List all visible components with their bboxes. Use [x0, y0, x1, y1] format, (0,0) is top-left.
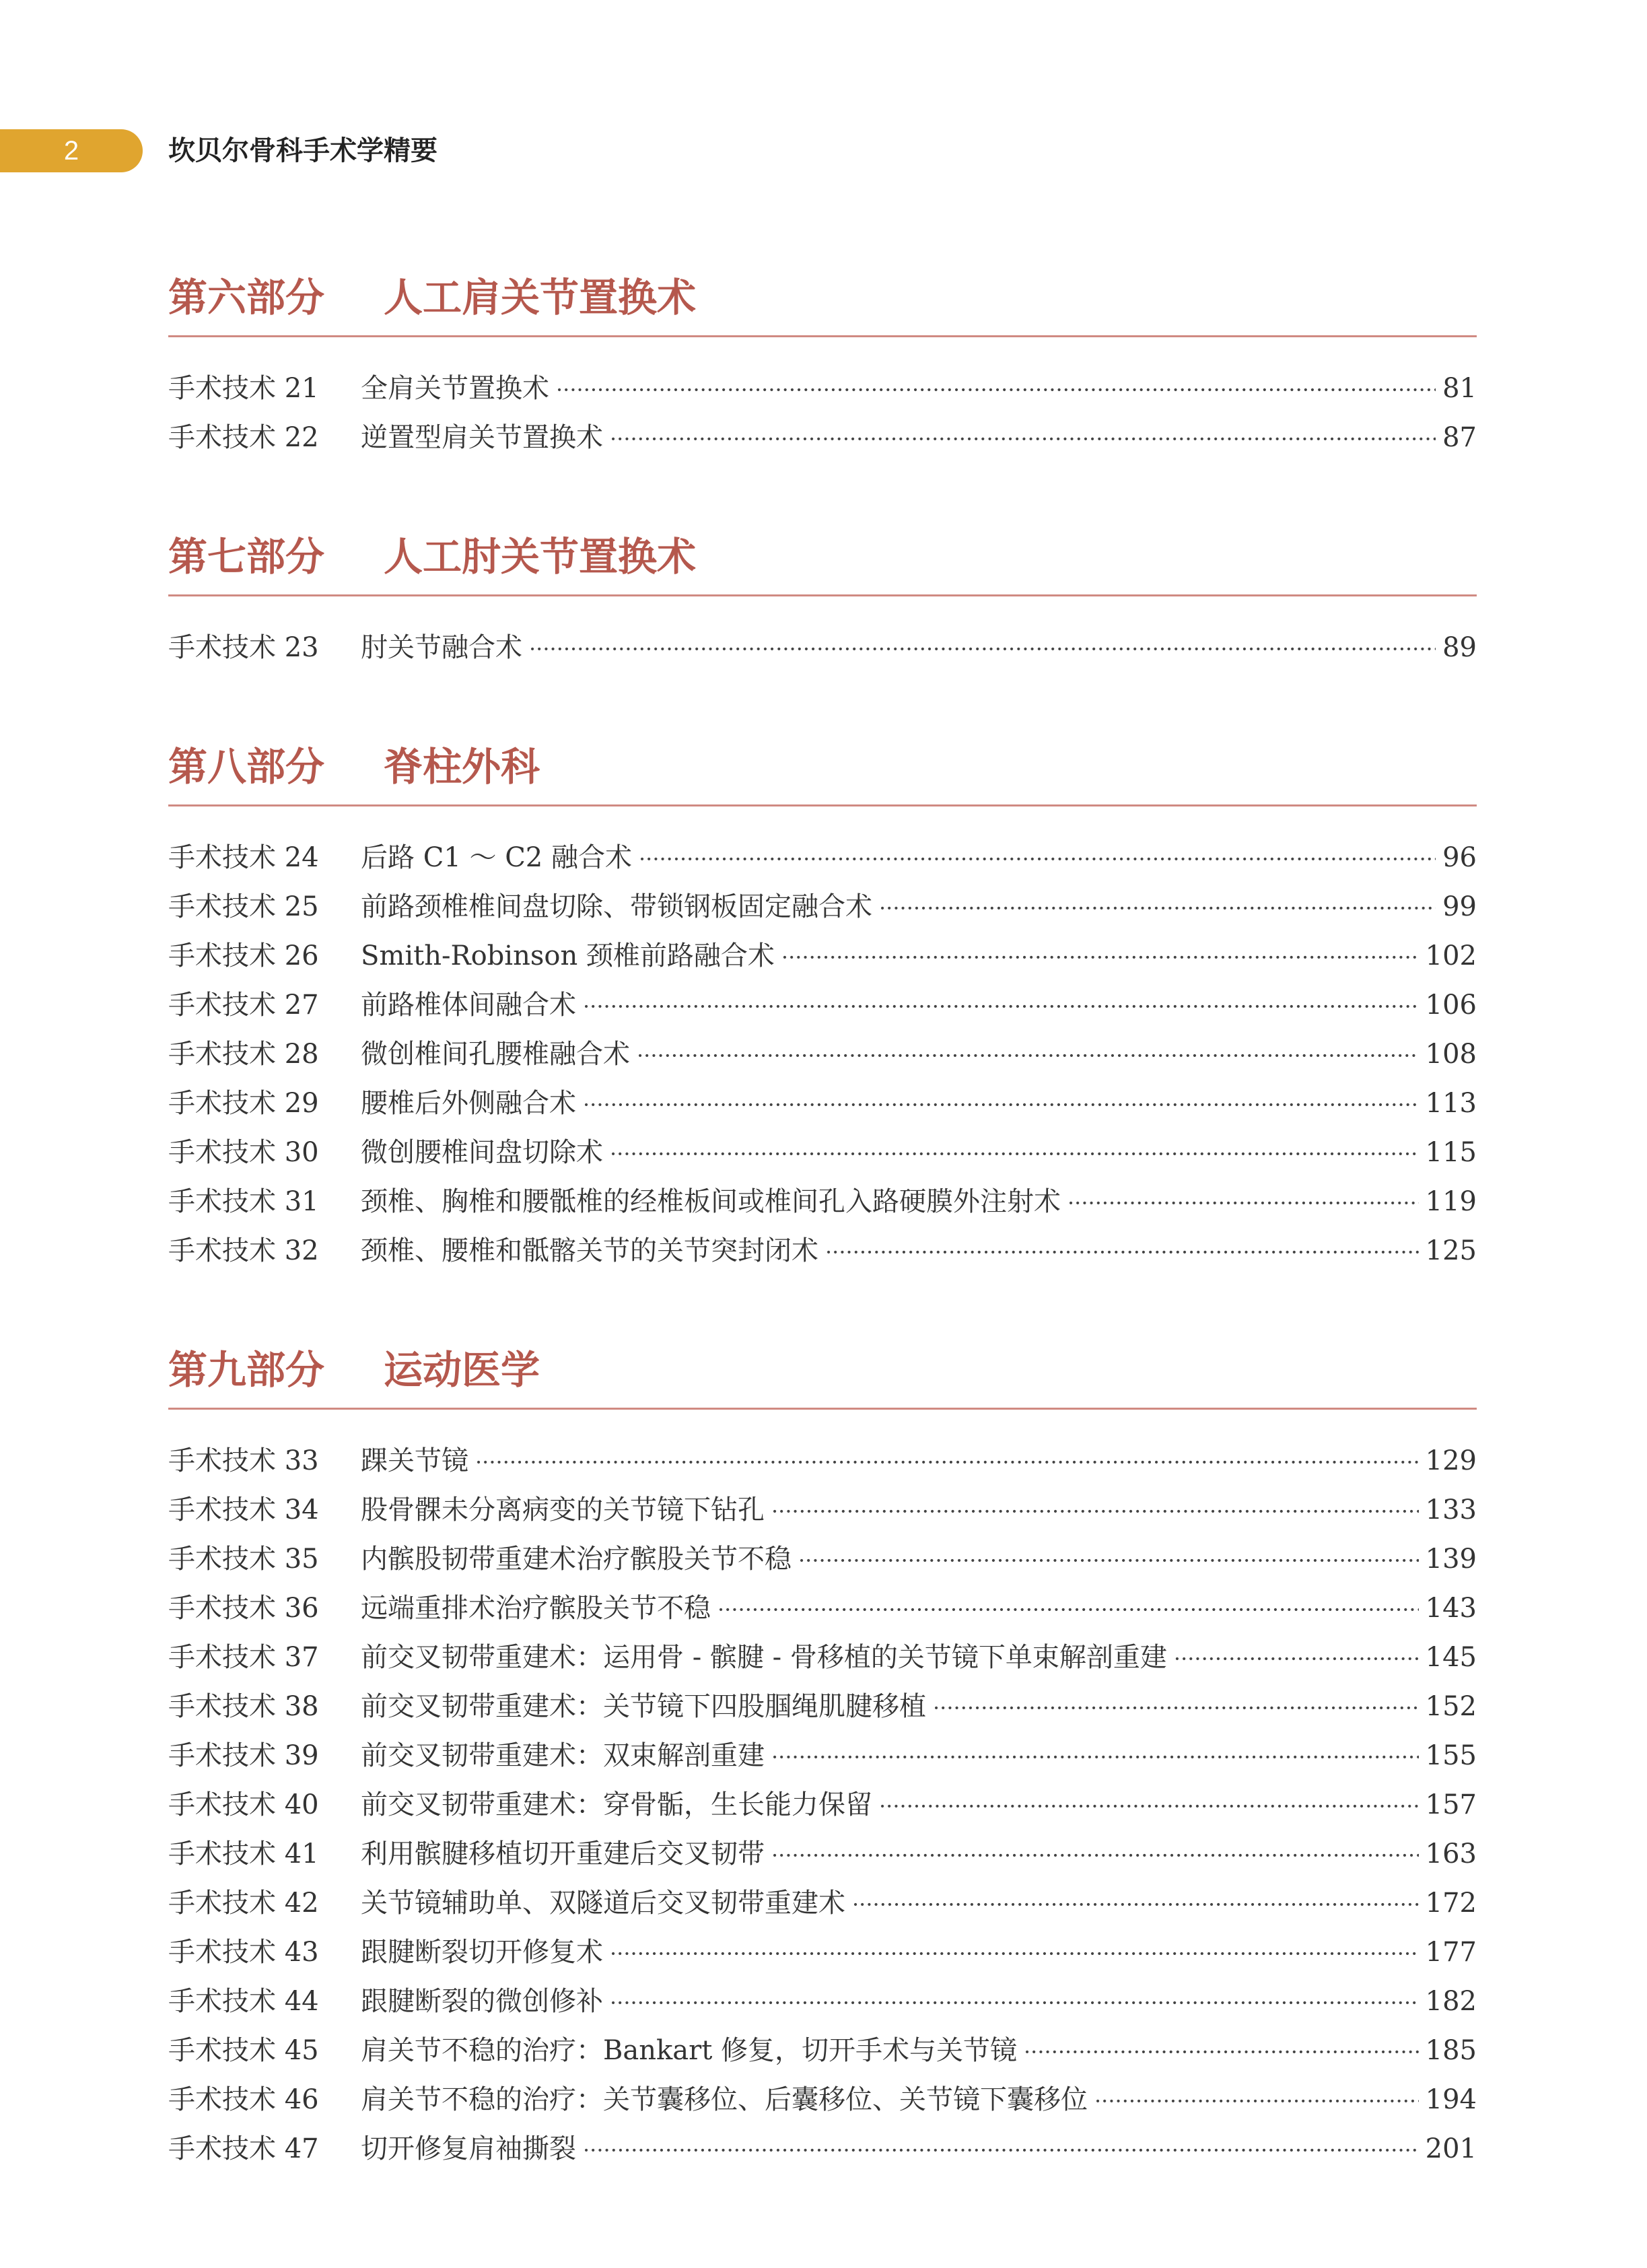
dot-leader — [879, 1782, 1419, 1831]
entry-title: 微创腰椎间盘切除术 — [361, 1137, 603, 1168]
entry-number: 手术技术 29 — [168, 1088, 319, 1119]
dot-leader — [583, 1080, 1419, 1130]
entry-page: 143 — [1425, 1593, 1477, 1624]
entry-title: 全肩关节置换术 — [361, 373, 549, 404]
dot-leader — [879, 884, 1436, 933]
section-number: 第九部分 — [168, 1347, 325, 1393]
section-number: 第八部分 — [168, 744, 325, 790]
dot-leader — [852, 1880, 1419, 1929]
entry-page: 81 — [1442, 373, 1477, 404]
toc-entry[interactable] — [168, 2026, 1477, 2075]
entry-page: 139 — [1425, 1544, 1477, 1575]
dot-leader — [583, 982, 1419, 1031]
book-title: 坎贝尔骨科手术学精要 — [168, 135, 437, 166]
entry-page: 87 — [1442, 422, 1477, 453]
dot-leader — [771, 1831, 1419, 1880]
dot-leader — [771, 1487, 1419, 1536]
section-title: 脊柱外科 — [384, 744, 540, 790]
entry-number: 手术技术 38 — [168, 1691, 319, 1722]
toc-entry[interactable] — [168, 1731, 1477, 1781]
entry-number: 手术技术 21 — [168, 373, 319, 404]
section-title: 人工肩关节置换术 — [384, 275, 697, 320]
entry-number: 手术技术 45 — [168, 2035, 319, 2066]
entry-number: 手术技术 40 — [168, 1789, 319, 1820]
entry-title: 后路 C1 ～ C2 融合术 — [361, 842, 632, 873]
toc-entry[interactable] — [168, 981, 1477, 1030]
dot-leader — [610, 415, 1436, 464]
entry-number: 手术技术 43 — [168, 1937, 319, 1968]
entry-title: 肘关节融合术 — [361, 632, 522, 663]
entry-page: 119 — [1425, 1186, 1477, 1217]
entry-page: 177 — [1425, 1937, 1477, 1968]
entry-title: 前交叉韧带重建术：双束解剖重建 — [361, 1740, 765, 1771]
page-number: 2 — [63, 136, 79, 166]
entry-page: 99 — [1442, 891, 1477, 922]
entry-number: 手术技术 33 — [168, 1445, 319, 1476]
toc-entry[interactable] — [168, 413, 1477, 462]
dot-leader — [475, 1438, 1419, 1487]
entry-title: 前交叉韧带重建术：关节镜下四股腘绳肌腱移植 — [361, 1691, 926, 1722]
toc-entry[interactable] — [168, 364, 1477, 413]
entry-title: 关节镜辅助单、双隧道后交叉韧带重建术 — [361, 1888, 845, 1919]
entry-page: 133 — [1425, 1494, 1477, 1525]
entry-page: 108 — [1425, 1039, 1477, 1070]
entry-number: 手术技术 24 — [168, 842, 319, 873]
dot-leader — [717, 1585, 1419, 1635]
entry-number: 手术技术 32 — [168, 1235, 319, 1266]
section-number: 第六部分 — [168, 275, 325, 320]
toc-entry[interactable] — [168, 1128, 1477, 1177]
toc-entry[interactable] — [168, 833, 1477, 883]
entry-number: 手术技术 39 — [168, 1740, 319, 1771]
entry-title: Smith-Robinson 颈椎前路融合术 — [361, 940, 775, 971]
dot-leader — [771, 1733, 1419, 1782]
dot-leader — [583, 2126, 1419, 2175]
dot-leader — [1174, 1635, 1419, 1684]
entry-number: 手术技术 27 — [168, 990, 319, 1021]
entry-number: 手术技术 35 — [168, 1544, 319, 1575]
toc-entry[interactable] — [168, 883, 1477, 932]
dot-leader — [610, 1130, 1419, 1179]
entry-title: 跟腱断裂的微创修补 — [361, 1986, 603, 2017]
entry-number: 手术技术 41 — [168, 1839, 319, 1869]
toc-entry[interactable] — [168, 1079, 1477, 1128]
entry-page: 172 — [1425, 1888, 1477, 1919]
entry-page: 106 — [1425, 990, 1477, 1021]
entry-number: 手术技术 25 — [168, 891, 319, 922]
entry-title: 切开修复肩袖撕裂 — [361, 2133, 576, 2164]
section-heading — [168, 528, 1477, 596]
entry-title: 逆置型肩关节置换术 — [361, 422, 603, 453]
entry-number: 手术技术 23 — [168, 632, 319, 663]
toc-entry[interactable] — [168, 1227, 1477, 1276]
toc-entry[interactable] — [168, 1781, 1477, 1830]
entry-title: 踝关节镜 — [361, 1445, 468, 1476]
entry-title: 前交叉韧带重建术：穿骨骺，生长能力保留 — [361, 1789, 872, 1820]
entry-page: 129 — [1425, 1445, 1477, 1476]
entry-page: 89 — [1442, 632, 1477, 663]
section-heading — [168, 738, 1477, 806]
entry-page: 157 — [1425, 1789, 1477, 1820]
entry-title: 远端重排术治疗髌股关节不稳 — [361, 1593, 711, 1624]
dot-leader — [933, 1684, 1419, 1733]
entry-page: 201 — [1425, 2133, 1477, 2164]
toc-entry[interactable] — [168, 1584, 1477, 1633]
entry-number: 手术技术 42 — [168, 1888, 319, 1919]
entry-page: 185 — [1425, 2035, 1477, 2066]
entry-page: 194 — [1425, 2084, 1477, 2115]
entry-page: 163 — [1425, 1839, 1477, 1869]
entry-number: 手术技术 37 — [168, 1642, 319, 1673]
entry-title: 肩关节不稳的治疗：Bankart 修复，切开手术与关节镜 — [361, 2035, 1017, 2066]
dot-leader — [610, 1979, 1419, 2028]
section-heading — [168, 1342, 1477, 1410]
table-of-contents — [168, 269, 1477, 2174]
dot-leader — [781, 933, 1419, 982]
entry-page: 145 — [1425, 1642, 1477, 1673]
entry-title: 前路椎体间融合术 — [361, 990, 576, 1021]
section-title: 运动医学 — [384, 1347, 540, 1393]
toc-entry[interactable] — [168, 1682, 1477, 1731]
dot-leader — [1094, 2077, 1419, 2126]
dot-leader — [556, 366, 1436, 415]
toc-entry[interactable] — [168, 623, 1477, 673]
entry-title: 股骨髁未分离病变的关节镜下钻孔 — [361, 1494, 765, 1525]
entry-number: 手术技术 30 — [168, 1137, 319, 1168]
entry-title: 利用髌腱移植切开重建后交叉韧带 — [361, 1839, 765, 1869]
entry-page: 102 — [1425, 940, 1477, 971]
section-title: 人工肘关节置换术 — [384, 534, 697, 580]
section-heading — [168, 269, 1477, 337]
dot-leader — [1024, 2028, 1419, 2077]
toc-entry[interactable] — [168, 1535, 1477, 1584]
entry-number: 手术技术 31 — [168, 1186, 319, 1217]
toc-entry[interactable] — [168, 1177, 1477, 1227]
entry-number: 手术技术 28 — [168, 1039, 319, 1070]
entry-title: 前交叉韧带重建术：运用骨 - 髌腱 - 骨移植的关节镜下单束解剖重建 — [361, 1642, 1167, 1673]
toc-entry[interactable] — [168, 932, 1477, 981]
entry-number: 手术技术 36 — [168, 1593, 319, 1624]
entry-title: 腰椎后外侧融合术 — [361, 1088, 576, 1119]
entry-page: 182 — [1425, 1986, 1477, 2017]
dot-leader — [825, 1228, 1419, 1277]
dot-leader — [1067, 1179, 1419, 1228]
dot-leader — [529, 625, 1436, 674]
entry-number: 手术技术 34 — [168, 1494, 319, 1525]
dot-leader — [637, 1031, 1419, 1080]
entry-number: 手术技术 47 — [168, 2133, 319, 2164]
toc-entry[interactable] — [168, 1879, 1477, 1928]
entry-title: 颈椎、腰椎和骶髂关节的关节突封闭术 — [361, 1235, 818, 1266]
entry-number: 手术技术 44 — [168, 1986, 319, 2017]
toc-entry[interactable] — [168, 1928, 1477, 1977]
dot-leader — [798, 1536, 1419, 1585]
toc-entry[interactable] — [168, 1030, 1477, 1079]
entry-number: 手术技术 26 — [168, 940, 319, 971]
entry-page: 152 — [1425, 1691, 1477, 1722]
entry-page: 155 — [1425, 1740, 1477, 1771]
entry-title: 颈椎、胸椎和腰骶椎的经椎板间或椎间孔入路硬膜外注射术 — [361, 1186, 1061, 1217]
entry-title: 肩关节不稳的治疗：关节囊移位、后囊移位、关节镜下囊移位 — [361, 2084, 1088, 2115]
entry-title: 内髌股韧带重建术治疗髌股关节不稳 — [361, 1544, 792, 1575]
toc-entry[interactable] — [168, 2125, 1477, 2174]
toc-entry[interactable] — [168, 1486, 1477, 1535]
dot-leader — [639, 835, 1436, 884]
entry-title: 前路颈椎椎间盘切除、带锁钢板固定融合术 — [361, 891, 872, 922]
entry-title: 跟腱断裂切开修复术 — [361, 1937, 603, 1968]
toc-entry[interactable] — [168, 1437, 1477, 1486]
toc-entry[interactable] — [168, 1830, 1477, 1879]
toc-entry[interactable] — [168, 1633, 1477, 1682]
entry-page: 113 — [1425, 1088, 1477, 1119]
entry-page: 125 — [1425, 1235, 1477, 1266]
entry-number: 手术技术 22 — [168, 422, 319, 453]
toc-entry[interactable] — [168, 2075, 1477, 2125]
entry-page: 96 — [1442, 842, 1477, 873]
entry-title: 微创椎间孔腰椎融合术 — [361, 1039, 630, 1070]
entry-number: 手术技术 46 — [168, 2084, 319, 2115]
toc-entry[interactable] — [168, 1977, 1477, 2026]
dot-leader — [610, 1929, 1419, 1979]
section-number: 第七部分 — [168, 534, 325, 580]
entry-page: 115 — [1425, 1137, 1477, 1168]
